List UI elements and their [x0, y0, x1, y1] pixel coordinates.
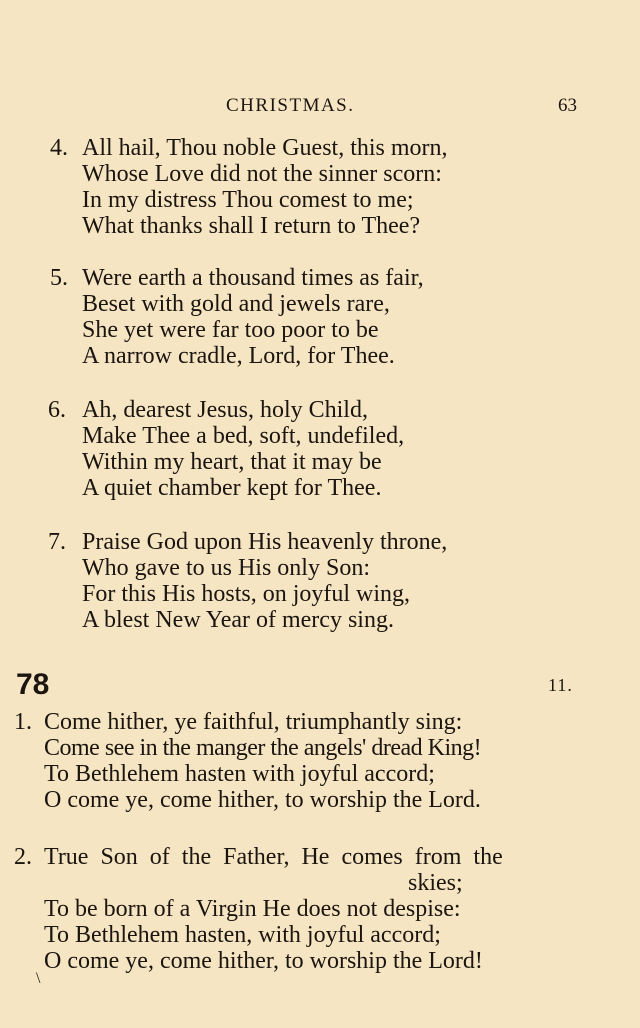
- verse-line: A quiet chamber kept for Thee.: [82, 475, 382, 501]
- verse-number: 4.: [50, 135, 68, 161]
- verse-line: Who gave to us His only Son:: [82, 555, 370, 581]
- verse-number: 7.: [48, 529, 66, 555]
- verse-line: Come see in the manger the angels' dread King!: [44, 735, 482, 761]
- verse-line: What thanks shall I return to Thee?: [82, 213, 421, 239]
- verse-line: She yet were far too poor to be: [82, 317, 379, 343]
- verse-number: 2.: [14, 844, 32, 870]
- verse-number: 1.: [14, 709, 32, 735]
- verse-line: All hail, Thou noble Guest, this morn,: [82, 135, 448, 161]
- verse-line: For this His hosts, on joyful wing,: [82, 581, 411, 607]
- verse-line: In my distress Thou comest to me;: [82, 187, 414, 213]
- verse-line: Beset with gold and jewels rare,: [82, 291, 390, 317]
- tune-number: 11.: [548, 675, 573, 695]
- verse-number: 5.: [50, 265, 68, 291]
- verse-line: A blest New Year of mercy sing.: [82, 607, 394, 633]
- verse-line: skies;: [408, 870, 463, 896]
- footer-mark: \: [36, 970, 41, 987]
- running-header: [0, 95, 640, 121]
- verse-line: Were earth a thousand times as fair,: [82, 265, 424, 291]
- verse-line: True Son of the Father, He comes from the: [44, 844, 503, 870]
- verse-line: To Bethlehem hasten with joyful accord;: [44, 761, 435, 787]
- hymn-number: 78: [16, 668, 50, 701]
- verse-line: A narrow cradle, Lord, for Thee.: [82, 343, 395, 369]
- verse-line: Within my heart, that it may be: [82, 449, 382, 475]
- verse-line: O come ye, come hither, to worship the Lord!: [44, 948, 483, 974]
- page-number: 63: [558, 95, 577, 116]
- verse-line: Come hither, ye faithful, triumphantly sing:: [44, 709, 463, 735]
- verse-line: O come ye, come hither, to worship the Lord.: [44, 787, 481, 813]
- verse-line: Make Thee a bed, soft, undefiled,: [82, 423, 405, 449]
- verse-line: Whose Love did not the sinner scorn:: [82, 161, 442, 187]
- verse-number: 6.: [48, 397, 66, 423]
- verse-line: To Bethlehem hasten, with joyful accord;: [44, 922, 441, 948]
- section-title: CHRISTMAS.: [226, 95, 355, 116]
- verse-line: Praise God upon His heavenly throne,: [82, 529, 448, 555]
- verse-line: To be born of a Virgin He does not despise:: [44, 896, 461, 922]
- verse-line: Ah, dearest Jesus, holy Child,: [82, 397, 368, 423]
